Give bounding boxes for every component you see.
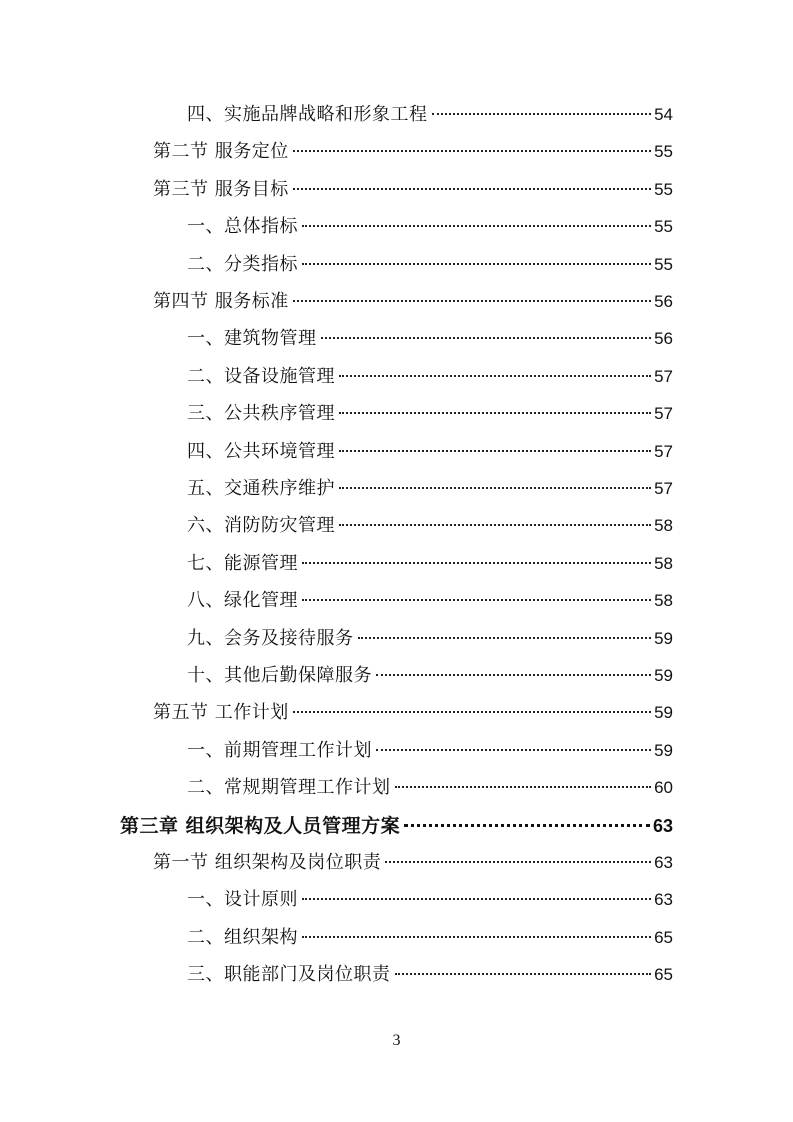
toc-item-entry[interactable] bbox=[187, 474, 673, 504]
dot-leader bbox=[432, 113, 652, 115]
toc-entry-page: 59 bbox=[654, 703, 673, 723]
toc-entry-label: 五、交通秩序维护 bbox=[187, 478, 335, 499]
toc-entry-label: 一、建筑物管理 bbox=[187, 328, 317, 350]
toc-item-entry[interactable] bbox=[187, 250, 673, 280]
toc-entry-page: 56 bbox=[654, 292, 673, 311]
toc-entry-page: 63 bbox=[654, 853, 673, 872]
toc-item-entry[interactable] bbox=[187, 736, 673, 766]
toc-entry-page: 55 bbox=[654, 254, 673, 274]
toc-entry-label: 第五节 工作计划 bbox=[153, 702, 289, 724]
dot-leader bbox=[293, 188, 651, 190]
toc-entry-page: 65 bbox=[654, 927, 673, 947]
toc-entry-label: 七、能源管理 bbox=[187, 552, 298, 574]
toc-entry-label: 四、实施品牌战略和形象工程 bbox=[187, 104, 428, 125]
toc-entry-label: 九、会务及接待服务 bbox=[187, 627, 354, 649]
toc-entry-page: 55 bbox=[654, 179, 673, 199]
dot-leader bbox=[339, 487, 651, 489]
dot-leader bbox=[395, 973, 652, 975]
dot-leader bbox=[293, 150, 651, 152]
toc-section-entry[interactable] bbox=[153, 698, 673, 728]
toc-item-entry[interactable] bbox=[187, 100, 673, 130]
toc-item-entry[interactable] bbox=[187, 437, 673, 467]
toc-entry-page: 65 bbox=[654, 965, 673, 985]
toc-entry-page: 59 bbox=[654, 628, 673, 648]
toc-entry-label: 第三节 服务目标 bbox=[153, 178, 289, 200]
toc-section-entry[interactable] bbox=[153, 175, 673, 205]
toc-item-entry[interactable] bbox=[187, 212, 673, 242]
toc-entry-page: 60 bbox=[654, 778, 673, 798]
toc-entry-label: 一、总体指标 bbox=[187, 216, 298, 238]
toc-entry-label: 二、常规期管理工作计划 bbox=[187, 777, 391, 799]
dot-leader bbox=[395, 786, 652, 788]
dot-leader bbox=[293, 300, 651, 302]
toc-item-entry[interactable] bbox=[187, 324, 673, 354]
dot-leader bbox=[339, 412, 651, 414]
toc-entry-label: 一、前期管理工作计划 bbox=[187, 739, 372, 761]
toc-entry-page: 58 bbox=[654, 516, 673, 536]
page-number: 3 bbox=[392, 1032, 401, 1049]
toc-entry-label: 四、公共环境管理 bbox=[187, 440, 335, 462]
toc-entry-page: 58 bbox=[654, 553, 673, 573]
toc-entry-page: 56 bbox=[654, 329, 673, 349]
toc-entry-label: 六、消防防灾管理 bbox=[187, 515, 335, 537]
toc-section-entry[interactable] bbox=[153, 137, 673, 167]
toc-chapter-entry[interactable] bbox=[120, 811, 673, 841]
dot-leader bbox=[376, 674, 651, 676]
toc-entry-page: 63 bbox=[652, 815, 673, 836]
dot-leader bbox=[376, 749, 651, 751]
toc-entry-page: 59 bbox=[654, 666, 673, 685]
toc-item-entry[interactable] bbox=[187, 362, 673, 392]
toc-item-entry[interactable] bbox=[187, 661, 673, 691]
dot-leader bbox=[302, 263, 651, 265]
toc-entry-page: 57 bbox=[654, 366, 673, 386]
toc-entry-label: 第一节 组织架构及岗位职责 bbox=[153, 852, 382, 873]
dot-leader bbox=[302, 936, 651, 938]
dot-leader bbox=[293, 711, 651, 713]
toc-item-entry[interactable] bbox=[187, 549, 673, 579]
dot-leader bbox=[339, 524, 651, 526]
toc-entry-label: 二、设备设施管理 bbox=[187, 365, 335, 387]
toc-item-entry[interactable] bbox=[187, 885, 673, 915]
toc-entry-label: 一、设计原则 bbox=[187, 889, 298, 911]
toc-entry-label: 第四节 服务标准 bbox=[153, 291, 289, 312]
dot-leader bbox=[404, 824, 650, 827]
toc-entry-page: 59 bbox=[654, 740, 673, 760]
toc-entry-label: 三、职能部门及岗位职责 bbox=[187, 964, 391, 986]
toc-entry-page: 55 bbox=[654, 142, 673, 162]
dot-leader bbox=[358, 637, 652, 639]
dot-leader bbox=[339, 450, 651, 452]
toc-entry-page: 55 bbox=[654, 217, 673, 237]
toc-entry-page: 58 bbox=[654, 591, 673, 611]
dot-leader bbox=[302, 562, 651, 564]
toc-item-entry[interactable] bbox=[187, 624, 673, 654]
toc-entry-page: 63 bbox=[654, 890, 673, 910]
toc-entry-page: 57 bbox=[654, 441, 673, 461]
toc-entry-label: 十、其他后勤保障服务 bbox=[187, 665, 372, 686]
toc-entry-label: 第三章 组织架构及人员管理方案 bbox=[120, 814, 401, 837]
toc-section-entry[interactable] bbox=[153, 848, 673, 878]
toc-item-entry[interactable] bbox=[187, 586, 673, 616]
toc-item-entry[interactable] bbox=[187, 923, 673, 953]
toc-entry-label: 第二节 服务定位 bbox=[153, 141, 289, 163]
toc-item-entry[interactable] bbox=[187, 399, 673, 429]
toc-entry-page: 57 bbox=[654, 479, 673, 498]
toc-entry-label: 二、分类指标 bbox=[187, 253, 298, 275]
dot-leader bbox=[302, 225, 651, 227]
toc-entry-label: 二、组织架构 bbox=[187, 926, 298, 948]
toc-item-entry[interactable] bbox=[187, 773, 673, 803]
dot-leader bbox=[339, 375, 651, 377]
toc-entry-label: 八、绿化管理 bbox=[187, 590, 298, 612]
dot-leader bbox=[302, 898, 651, 900]
dot-leader bbox=[321, 337, 652, 339]
toc-entry-page: 57 bbox=[654, 404, 673, 424]
toc-entry-label: 三、公共秩序管理 bbox=[187, 403, 335, 425]
dot-leader bbox=[302, 599, 651, 601]
toc-entry-page: 54 bbox=[654, 105, 673, 124]
toc-item-entry[interactable] bbox=[187, 960, 673, 990]
toc-section-entry[interactable] bbox=[153, 287, 673, 317]
toc-item-entry[interactable] bbox=[187, 511, 673, 541]
dot-leader bbox=[385, 861, 651, 863]
